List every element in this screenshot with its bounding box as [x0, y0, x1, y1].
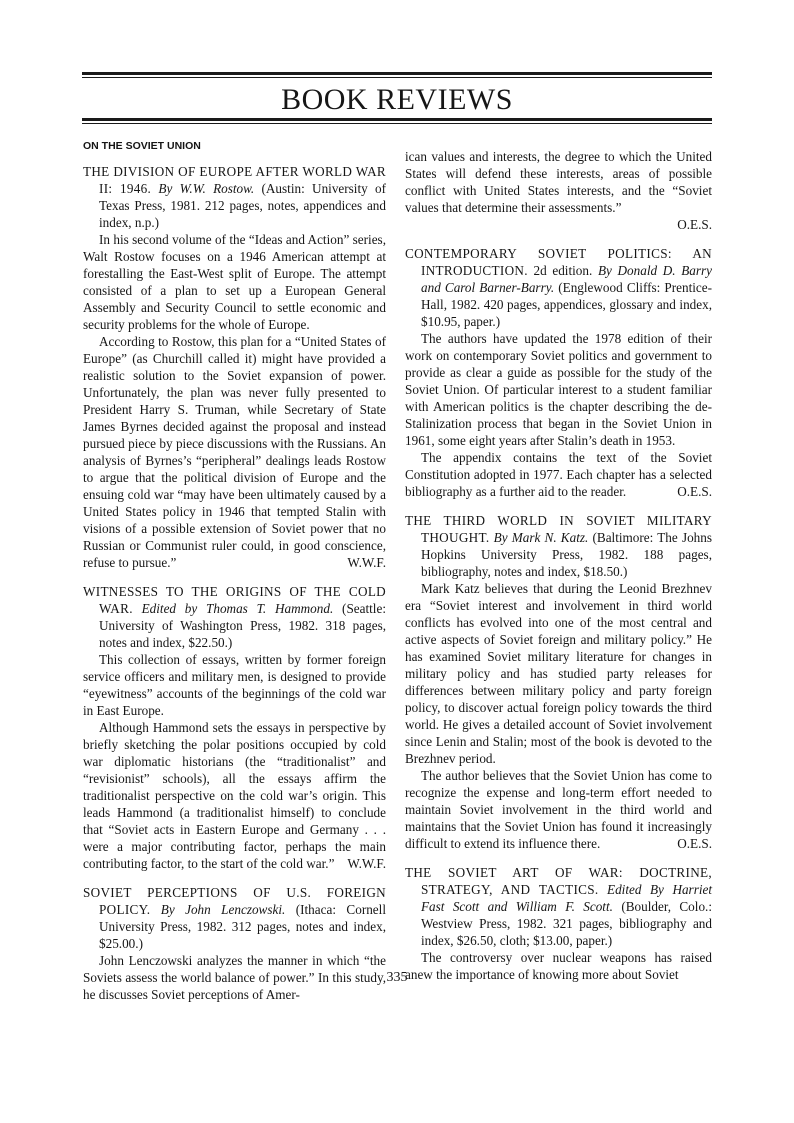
book-title: CONTEMPORARY SOVIET POLITICS: AN INTRODUCTION. — [405, 246, 712, 278]
review-paragraph: John Lenczowski analyzes the manner in which “the Soviets assess the world balance of power.” In this study, he discusses Soviet perceptions of Amer- — [83, 953, 386, 1002]
review-third-world — [405, 512, 712, 852]
review-witnesses-cold-war — [83, 583, 386, 872]
review-heading — [405, 512, 712, 580]
left-column — [83, 140, 386, 1015]
book-title: THE THIRD WORLD IN SOVIET MILITARY THOUGHT. — [405, 513, 712, 545]
review-heading — [83, 163, 386, 231]
right-column — [405, 148, 712, 995]
review-paragraph: In his second volume of the “Ideas and Action” series, Walt Rostow focuses on a 1946 American attempt at forestalling the East-West split of Europe. The attempt consisted of a plan to set up a European General Assembly and Security Council to settle economic and security problems for the whole of Europe. — [83, 232, 386, 332]
page-number: 335 — [386, 970, 408, 985]
review-division-of-europe — [83, 163, 386, 571]
reviewer-initials: W.W.F. — [347, 856, 386, 871]
header-rule-top-thin — [82, 77, 712, 78]
publication-info: (Seattle: University of Washington Press, 1982. 318 pages, notes and index, $22.50.) — [99, 601, 386, 650]
header-rule-top — [82, 72, 712, 75]
review-heading — [83, 884, 386, 952]
header-rule-bottom-thin — [82, 123, 712, 124]
reviewer-initials: O.E.S. — [677, 836, 712, 851]
book-title: THE SOVIET ART OF WAR: DOCTRINE, STRATEGY, AND TACTICS. — [405, 865, 712, 897]
review-paragraph-text: According to Rostow, this plan for a “United States of Europe” (as Churchill called it) might have provided a realistic solution to the Soviet expansion of power. Unfortunately, the plan was never fully presented to President Harry S. Truman, while Secretary of State James Byrnes decided against the proposal and instead pursued piece by piece discussions with the Russians. An analysis of Byrnes’s “peripheral” dealings leads Rostow to argue that the political division of Europe and the ensuing cold war “may have been ultimately caused by a United States policy in 1946 that tempted Stalin with visions of a possible extension of Soviet power that no Russian or Communist ruler could, in good conscience, refuse to pursue.” — [83, 334, 386, 570]
book-title: THE DIVISION OF EUROPE AFTER WORLD WAR II: 1946. — [83, 164, 386, 196]
book-authors: By W.W. Rostow. — [158, 181, 255, 196]
review-paragraph — [83, 333, 386, 571]
reviewer-initials: O.E.S. — [677, 217, 712, 232]
page-title: BOOK REVIEWS — [281, 83, 513, 116]
review-heading — [405, 864, 712, 949]
book-authors: By Mark N. Katz. — [493, 530, 589, 545]
review-paragraph-continued: ican values and interests, the degree to which the United States will defend these interests, areas of possible conflict with United States interests, and the “Soviet values that determine their assessments.” — [405, 149, 712, 215]
review-paragraph: Although Hammond sets the essays in perspective by briefly sketching the polar positions occupied by cold war diplomatic historians (the “traditionalist” and “revisionist” schools), all the essays affirm the traditionalist perspective on the cold war’s origin. This leads Hammond (a traditionalist himself) to conclude that “Soviet acts in Eastern Europe and Germany . . . were a major contributing factor, perhaps the main contributing factor, to the start of the cold war.” — [83, 720, 386, 871]
review-paragraph: This collection of essays, written by former foreign service officers and military men, is designed to provide “eyewitness” accounts of the beginnings of the cold war in East Europe. — [83, 652, 386, 718]
book-authors: Edited by Thomas T. Hammond. — [141, 601, 334, 616]
review-soviet-art-of-war — [405, 864, 712, 983]
review-soviet-perceptions-continued — [405, 148, 712, 233]
reviewer-initials: W.W.F. — [347, 555, 386, 570]
publication-info: (Baltimore: The Johns Hopkins University Press, 1982. 188 pages, bibliography, notes and index, $18.50.) — [421, 530, 712, 579]
section-label: ON THE SOVIET UNION — [83, 140, 201, 152]
book-authors: Edited By Harriet Fast Scott and William F. Scott. — [421, 882, 713, 914]
review-heading — [405, 245, 712, 330]
publication-info: (Ithaca: Cornell University Press, 1982. 312 pages, notes and index, $25.00.) — [99, 902, 386, 951]
book-authors: By Donald D. Barry and Carol Barner-Barry. — [421, 263, 713, 295]
publication-info: (Englewood Cliffs: Prentice-Hall, 1982. 420 pages, appendices, glossary and index, $10.95, paper.) — [421, 280, 712, 329]
review-paragraph: The author believes that the Soviet Union has come to recognize the expense and long-term effort needed to maintain Soviet involvement in the third world and maintains that the Soviet Union has found it increasingly difficult to extend its influence there. — [405, 768, 712, 851]
book-edition: 2d edition. — [533, 263, 593, 278]
review-paragraph: The appendix contains the text of the Soviet Constitution adopted in 1977. Each chapter has a selected bibliography as a further aid to the reader. — [405, 450, 712, 499]
review-paragraph: The controversy over nuclear weapons has raised anew the importance of knowing more about Soviet — [405, 950, 712, 982]
book-title: SOVIET PERCEPTIONS OF U.S. FOREIGN POLICY. — [83, 885, 386, 917]
publication-info: (Austin: University of Texas Press, 1981. 212 pages, notes, appendices and index, n.p.) — [99, 181, 386, 230]
review-paragraph: Mark Katz believes that during the Leonid Brezhnev era “Soviet interest and involvement in third world conflicts has evolved into one of the most central and active aspects of Soviet foreign and military policy.” He has examined Soviet military literature for changes in military policy and has studied party releases for differences between military policy and party foreign policy, to discover actual foreign policy towards the third world. He gives a detailed account of Soviet involvement since Lenin and Stalin; most of the book is devoted to the Brezhnev period. — [405, 581, 712, 766]
reviewer-initials: O.E.S. — [677, 484, 712, 499]
book-authors: By John Lenczowski. — [160, 902, 286, 917]
publication-info: (Boulder, Colo.: Westview Press, 1982. 321 pages, bibliography and index, $26.50, cloth; $13.00, paper.) — [421, 899, 712, 948]
review-heading — [83, 583, 386, 651]
review-contemporary-soviet-politics — [405, 245, 712, 500]
review-paragraph: The authors have updated the 1978 edition of their work on contemporary Soviet politics and government to provide as clear a guide as possible for the study of the Soviet Union. Of particular interest to a student familiar with American politics is the chapter describing the de-Stalinization process that began in the Soviet Union in 1961, some eight years after Stalin’s death in 1953. — [405, 331, 712, 448]
book-title: WITNESSES TO THE ORIGINS OF THE COLD WAR. — [83, 584, 386, 616]
header-rule-bottom — [82, 118, 712, 121]
